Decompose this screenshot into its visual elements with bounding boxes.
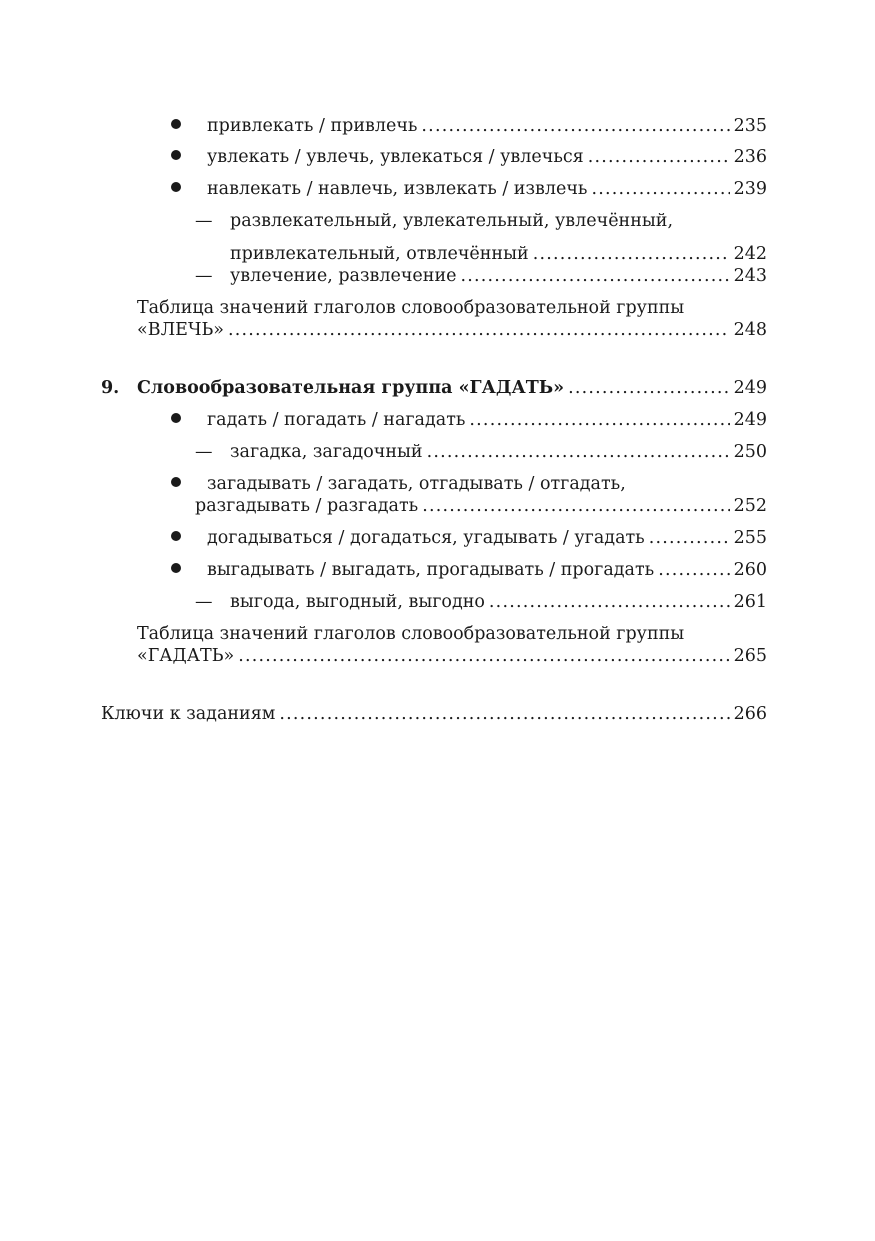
bullet-icon bbox=[171, 146, 181, 168]
toc-section-page: 249 bbox=[733, 378, 767, 398]
toc-entry[interactable] bbox=[230, 591, 767, 613]
toc-entry-title: Ключи к заданиям bbox=[101, 704, 276, 724]
section-number: 9. bbox=[101, 378, 120, 398]
toc-entry-title: выгода, выгодный, выгодно bbox=[230, 592, 485, 612]
toc-entry-title-line1: развлекательный, увлекательный, увлечённый, bbox=[230, 211, 674, 231]
dot-leader bbox=[568, 377, 730, 399]
dash-marker: — bbox=[195, 442, 213, 462]
toc-entry[interactable] bbox=[230, 441, 767, 463]
toc-entry-page: 236 bbox=[733, 147, 767, 167]
toc-entry-page: 243 bbox=[733, 266, 767, 286]
toc-entry-title: загадка, загадочный bbox=[230, 442, 423, 462]
dash-marker: — bbox=[195, 266, 213, 286]
toc-entry[interactable] bbox=[207, 559, 767, 581]
toc-entry-page: 242 bbox=[733, 244, 767, 264]
toc-section-heading[interactable] bbox=[137, 377, 767, 399]
toc-entry-title: выгадывать / выгадать, прогадывать / прогадать bbox=[207, 560, 655, 580]
toc-entry[interactable] bbox=[230, 210, 767, 265]
toc-entry-title: привлекательный, отвлечённый bbox=[230, 244, 529, 264]
dot-leader bbox=[422, 495, 729, 517]
toc-entry-page: 260 bbox=[733, 560, 767, 580]
dot-leader bbox=[427, 441, 730, 463]
toc-entry-title: «ВЛЕЧЬ» bbox=[137, 320, 224, 340]
bullet-icon bbox=[171, 527, 181, 549]
toc-entry-title: «ГАДАТЬ» bbox=[137, 646, 235, 666]
toc-entry[interactable] bbox=[137, 623, 767, 667]
dot-leader bbox=[649, 527, 730, 549]
bullet-icon bbox=[171, 178, 181, 200]
dot-leader bbox=[238, 645, 729, 667]
toc-entry-title-line1: загадывать / загадать, отгадывать / отгадать, bbox=[207, 474, 626, 494]
toc-section-title: Словообразовательная группа «ГАДАТЬ» bbox=[137, 378, 565, 398]
bullet-icon bbox=[171, 115, 181, 137]
toc-entry-title: навлекать / навлечь, извлекать / извлечь bbox=[207, 179, 588, 199]
dot-leader bbox=[588, 146, 730, 168]
toc-entry-page: 235 bbox=[733, 116, 767, 136]
toc-entry-page: 250 bbox=[733, 442, 767, 462]
toc-entry-page: 266 bbox=[733, 704, 767, 724]
toc-entry[interactable] bbox=[207, 115, 767, 137]
dot-leader bbox=[489, 591, 730, 613]
toc-entry-keys[interactable] bbox=[101, 703, 767, 725]
toc-entry-page: 265 bbox=[733, 646, 767, 666]
toc-entry-page: 252 bbox=[733, 496, 767, 516]
dot-leader bbox=[421, 115, 729, 137]
dot-leader bbox=[533, 243, 730, 265]
toc-entry[interactable] bbox=[207, 409, 767, 431]
toc-entry-title-line1: Таблица значений глаголов словообразовательной группы bbox=[137, 624, 685, 644]
toc-entry-title: гадать / погадать / нагадать bbox=[207, 410, 466, 430]
toc-entry-title: догадываться / догадаться, угадывать / угадать bbox=[207, 528, 645, 548]
toc-entry-page: 239 bbox=[733, 179, 767, 199]
dash-marker: — bbox=[195, 592, 213, 612]
toc-entry-title-line1: Таблица значений глаголов словообразовательной группы bbox=[137, 298, 685, 318]
toc-entry[interactable] bbox=[137, 297, 767, 341]
toc-entry-title: разгадывать / разгадать bbox=[195, 496, 419, 516]
toc-entry[interactable] bbox=[207, 527, 767, 549]
dot-leader bbox=[460, 265, 729, 287]
dot-leader bbox=[658, 559, 729, 581]
toc-entry[interactable] bbox=[207, 178, 767, 200]
toc-entry[interactable] bbox=[195, 473, 767, 517]
toc-entry-title: увлекать / увлечь, увлекаться / увлечься bbox=[207, 147, 584, 167]
dash-marker: — bbox=[195, 211, 213, 231]
toc-entry-page: 248 bbox=[733, 320, 767, 340]
bullet-icon bbox=[171, 409, 181, 431]
toc-entry-page: 255 bbox=[733, 528, 767, 548]
dot-leader bbox=[279, 703, 729, 725]
dot-leader bbox=[469, 409, 729, 431]
bullet-icon bbox=[171, 473, 181, 495]
bullet-icon bbox=[171, 559, 181, 581]
dot-leader bbox=[591, 178, 729, 200]
toc-entry[interactable] bbox=[230, 265, 767, 287]
toc-entry-title: увлечение, развлечение bbox=[230, 266, 457, 286]
toc-entry-page: 261 bbox=[733, 592, 767, 612]
toc-entry-page: 249 bbox=[733, 410, 767, 430]
toc-entry-title: привлекать / привлечь bbox=[207, 116, 418, 136]
toc-entry[interactable] bbox=[207, 146, 767, 168]
dot-leader bbox=[228, 319, 730, 341]
